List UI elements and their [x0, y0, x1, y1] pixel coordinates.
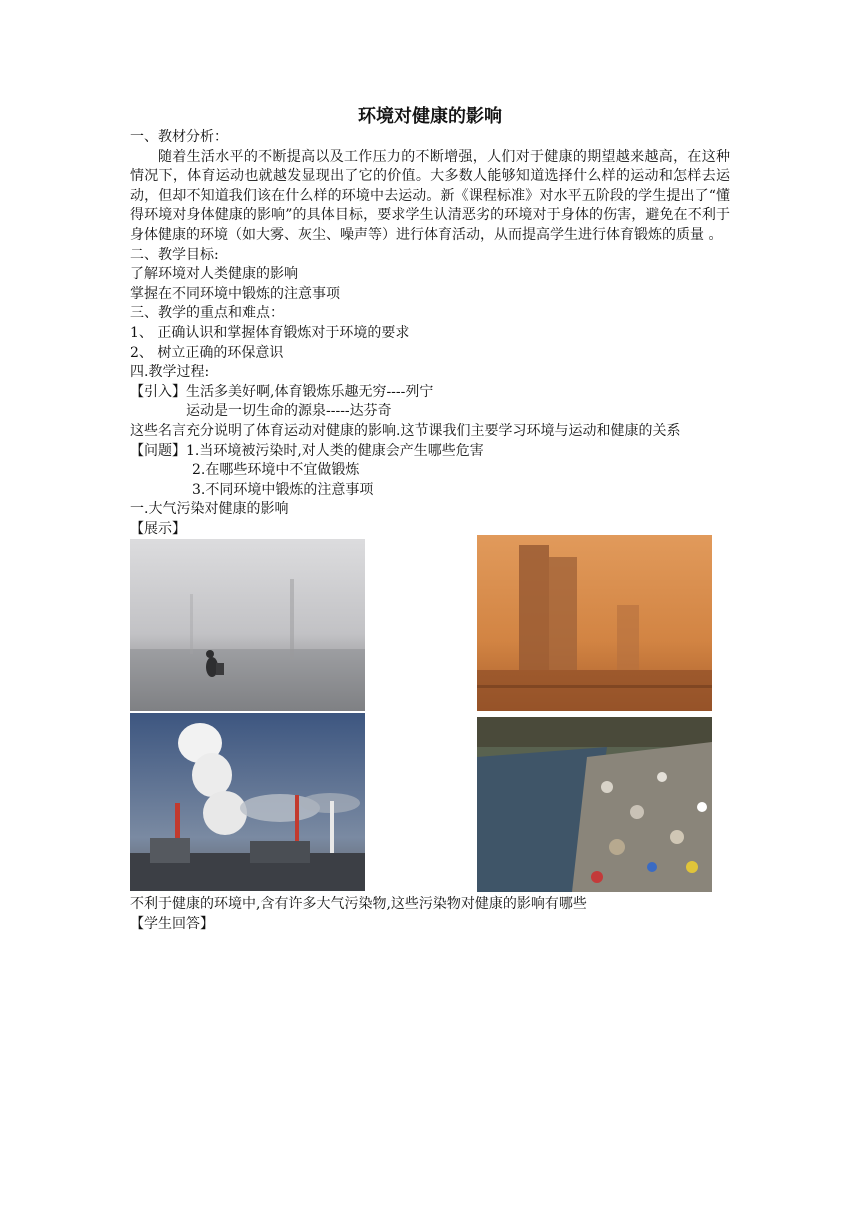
photo-grid — [130, 539, 730, 895]
question-item: 2.在哪些环境中不宜做锻炼 — [192, 462, 360, 479]
analysis-paragraph: 随着生活水平的不断提高以及工作压力的不断增强，人们对于健康的期望越来越高，在这种情况下，体育运动也就越发显现出了它的价值。大多数人能够知道选择什么样的运动和怎样去运动，但却不知道我们该在什么样的环境中去运动。新《课程标准》对水平五阶段的学生提出了“懂得环境对身体健康的影响”的具体目标，要求学生认清恶劣的环境对于身体的伤害，避免在不利于身体健康的环境（如大雾、灰尘、噪声等）进行体育活动，从而提高学生进行体育锻炼的质量 。 — [130, 148, 730, 243]
goal-item: 了解环境对人类健康的影响 — [130, 266, 298, 283]
document-title: 环境对健康的影响 — [358, 106, 502, 127]
sub-heading: 一.大气污染对健康的影响 — [130, 501, 289, 518]
section-heading: 四.教学过程: — [130, 364, 210, 381]
key-point-item: 1、 正确认识和掌握体育锻炼对于环境的要求 — [130, 324, 410, 341]
question-item: 【问题】1.当环境被污染时,对人类的健康会产生哪些危害 — [130, 442, 484, 459]
after-photos-line: 不利于健康的环境中,含有许多大气污染物,这些污染物对健康的影响有哪些 — [130, 896, 587, 913]
intro-quote: 运动是一切生命的源泉-----达芬奇 — [186, 403, 392, 420]
section-heading: 二、教学目标: — [130, 246, 219, 263]
factory-smoke-photo — [130, 713, 365, 891]
key-point-item: 2、 树立正确的环保意识 — [130, 344, 284, 361]
student-answer-label: 【学生回答】 — [130, 916, 214, 933]
question-item: 3.不同环境中锻炼的注意事项 — [192, 481, 374, 498]
summary-line: 这些名言充分说明了体育运动对健康的影响.这节课我们主要学习环境与运动和健康的关系 — [130, 422, 681, 439]
goal-item: 掌握在不同环境中锻炼的注意事项 — [130, 285, 340, 302]
document-body — [130, 128, 730, 935]
intro-quote: 【引入】生活多美好啊,体育锻炼乐趣无穷----列宁 — [130, 383, 434, 400]
show-label: 【展示】 — [130, 520, 186, 537]
section-heading: 三、教学的重点和难点： — [130, 305, 284, 322]
polluted-river-photo — [477, 717, 712, 892]
section-heading: 一、教材分析： — [130, 129, 228, 145]
smog-photo — [130, 539, 365, 711]
sandstorm-photo — [477, 535, 712, 711]
